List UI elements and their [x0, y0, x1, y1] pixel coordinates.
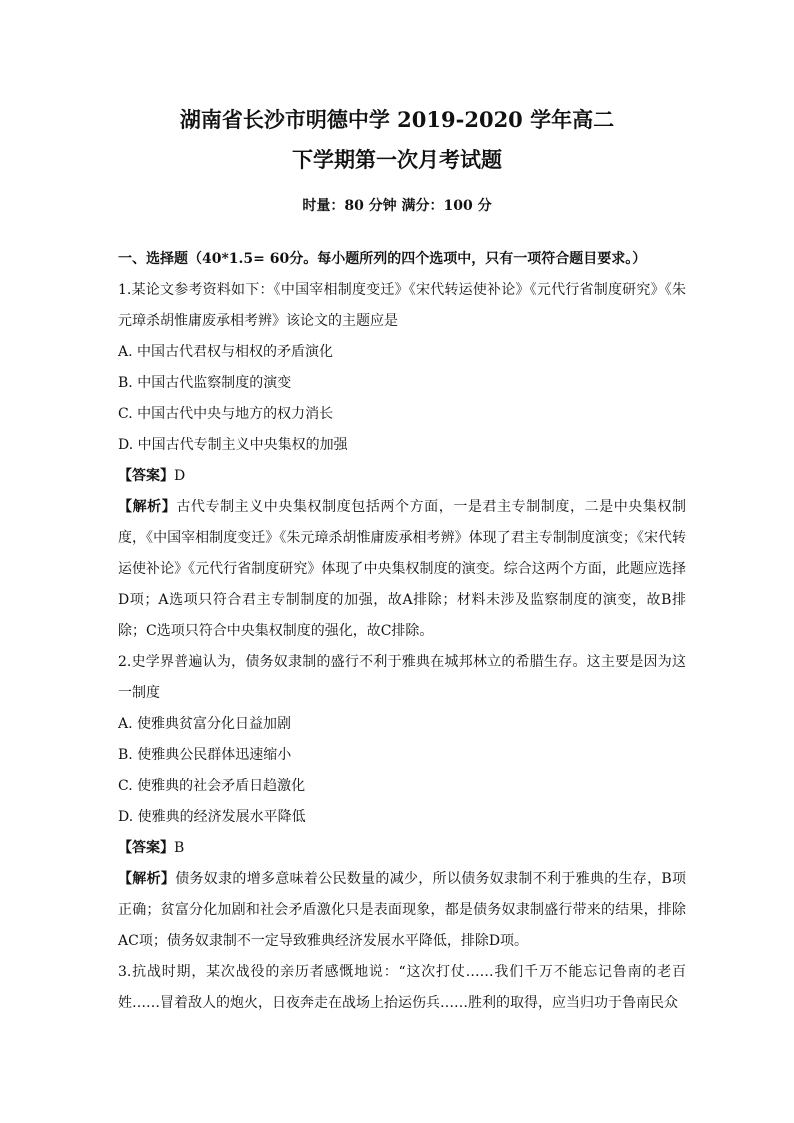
- analysis-text: 债务奴隶的增多意味着公民数量的减少，所以债务奴隶制不利于雅典的生存，B项正确；贫富分化加剧和社会矛盾激化只是表面现象，都是债务奴隶制盛行带来的结果，排除AC项；债务奴隶制不一定导致雅典经济发展水平降低，排除D项。: [118, 871, 686, 949]
- question-stem-2: 2.史学界普遍认为，债务奴隶制的盛行不利于雅典在城邦林立的希腊生存。这主要是因为这一制度: [118, 654, 686, 701]
- section-heading: 一、选择题（40*1.5= 60分。每小题所列的四个选项中，只有一项符合题目要求。）: [118, 251, 647, 267]
- exam-meta: 时量：80 分钟 满分：100 分: [302, 198, 492, 214]
- answer-tag: 【答案】: [118, 840, 174, 856]
- question-stem-1: 1.某论文参考资料如下：《中国宰相制度变迁》《宋代转运使补论》《元代行省制度研究》《朱元璋杀胡惟庸废承相考辨》该论文的主题应是: [118, 282, 686, 329]
- answer-value: D: [174, 468, 186, 484]
- question-1-answer: [118, 461, 686, 492]
- analysis-tag: 【解析】: [118, 499, 177, 515]
- doc-title-line1: 湖南省长沙市明德中学 2019-2020 学年高二: [179, 107, 615, 132]
- question-2-option-b: B. 使雅典公民群体迅速缩小: [118, 747, 292, 763]
- question-1-analysis: [118, 492, 686, 647]
- question-1-option-b: B. 中国古代监察制度的演变: [118, 375, 292, 391]
- exam-content: [118, 244, 686, 1019]
- doc-title-line2: 下学期第一次月考试题: [292, 147, 502, 172]
- question-2-analysis: [118, 864, 686, 957]
- question-2-option-c: C. 使雅典的社会矛盾日趋激化: [118, 778, 306, 794]
- question-2-option-a: A. 使雅典贫富分化日益加剧: [118, 716, 292, 732]
- analysis-text: 古代专制主义中央集权制度包括两个方面，一是君主专制制度，二是中央集权制度，《中国宰相制度变迁》《朱元璋杀胡惟庸废承相考辨》体现了君主专制制度演变；《宋代转运使补论》《元代行省制度研究》体现了中央集权制度的演变。综合这两个方面，此题应选择D项；A选项只符合君主专制制度的加强，故A排除；材料未涉及监察制度的演变，故B排除；C选项只符合中央集权制度的强化，故C排除。: [118, 499, 687, 639]
- answer-tag: 【答案】: [118, 468, 174, 484]
- question-1-option-d: D. 中国古代专制主义中央集权的加强: [118, 437, 348, 453]
- question-1-option-c: C. 中国古代中央与地方的权力消长: [118, 406, 334, 422]
- question-stem-3: 3.抗战时期，某次战役的亲历者感慨地说：“这次打仗……我们千万不能忘记鲁南的老百姓……冒着敌人的炮火，日夜奔走在战场上抬运伤兵……胜利的取得，应当归功于鲁南民众: [118, 964, 686, 1011]
- question-1-option-a: A. 中国古代君权与相权的矛盾演化: [118, 344, 334, 360]
- question-2-answer: [118, 833, 686, 864]
- question-2-option-d: D. 使雅典的经济发展水平降低: [118, 809, 306, 825]
- analysis-tag: 【解析】: [118, 871, 176, 887]
- answer-value: B: [174, 840, 185, 856]
